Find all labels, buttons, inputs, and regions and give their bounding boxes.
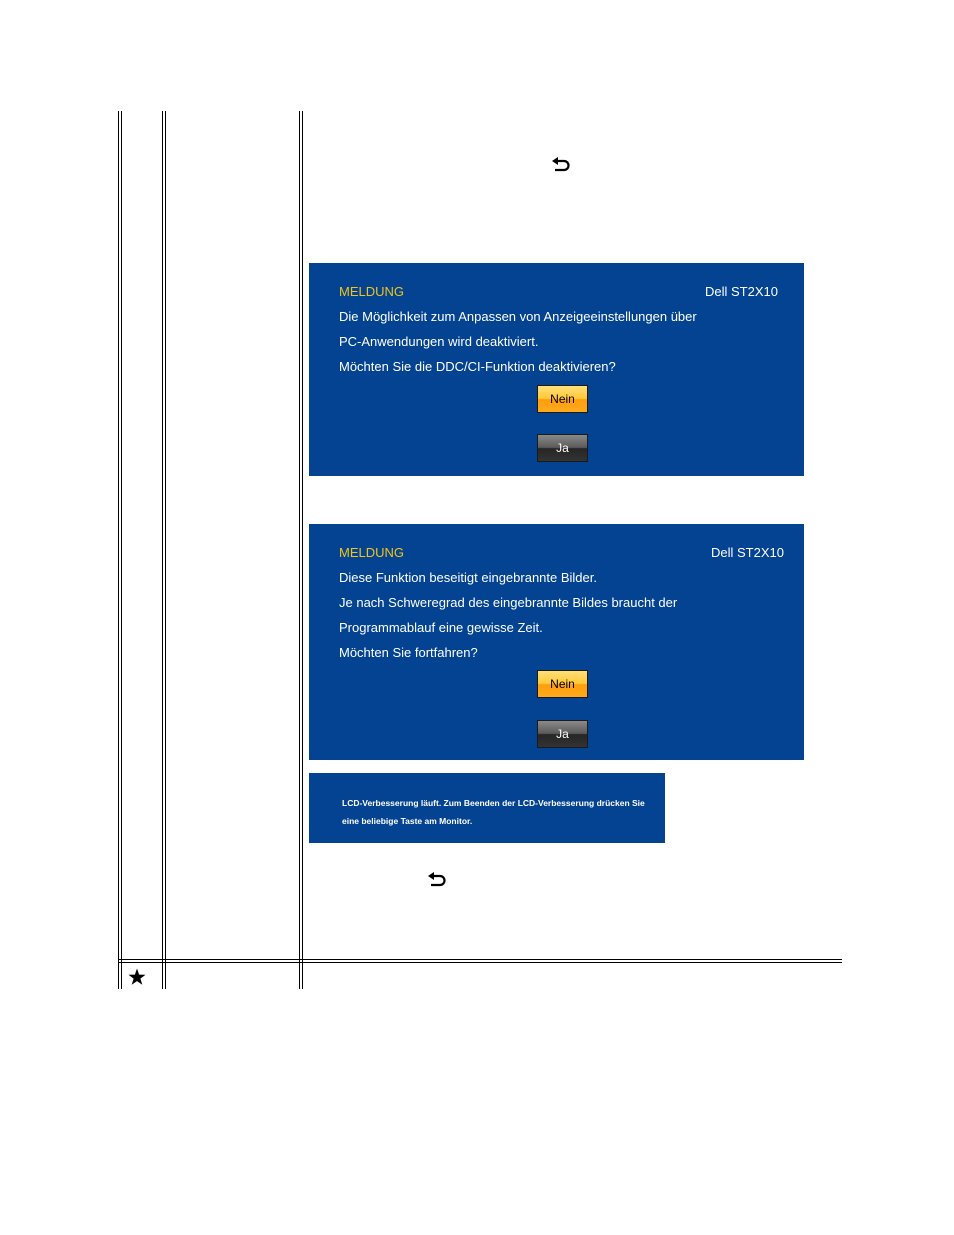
dialog-title: MELDUNG [339,284,405,299]
table-border-left-inner [121,111,122,989]
ddc-ci-message-dialog [309,263,804,476]
dialog-text-line: PC-Anwendungen wird deaktiviert. [339,334,539,349]
lcd-conditioning-message-dialog [309,524,804,760]
ja-button[interactable]: Ja [537,434,588,462]
dialog-text-line: Möchten Sie die DDC/CI-Funktion deaktivieren? [339,359,616,374]
dialog-title: MELDUNG [339,545,405,560]
ja-button[interactable]: Ja [537,720,588,748]
table-divider-col1-inner [165,111,166,989]
table-divider-col1-outer [162,111,163,989]
monitor-model: Dell ST2X10 [705,284,778,299]
nein-button[interactable]: Nein [537,670,588,698]
dialog-text-line: Die Möglichkeit zum Anpassen von Anzeigeeinstellungen über [339,309,697,324]
table-border-left-outer [118,111,119,989]
return-arrow-icon [427,872,447,890]
notice-text-line: eine beliebige Taste am Monitor. [342,816,473,826]
nein-button[interactable]: Nein [537,385,588,413]
table-row-divider-top [118,959,842,960]
return-arrow-icon [551,157,571,175]
dialog-text-line: Diese Funktion beseitigt eingebrannte Bilder. [339,570,597,585]
lcd-conditioning-progress-notice [309,773,665,843]
star-icon [128,968,146,986]
dialog-text-line: Programmablauf eine gewisse Zeit. [339,620,543,635]
dialog-text-line: Je nach Schweregrad des eingebrannte Bildes braucht der [339,595,678,610]
table-divider-col2-inner [302,111,303,989]
table-divider-col2-outer [299,111,300,989]
monitor-model: Dell ST2X10 [711,545,784,560]
notice-text-line: LCD-Verbesserung läuft. Zum Beenden der LCD-Verbesserung drücken Sie [342,798,645,808]
dialog-text-line: Möchten Sie fortfahren? [339,645,478,660]
table-row-divider-bottom [118,962,842,963]
